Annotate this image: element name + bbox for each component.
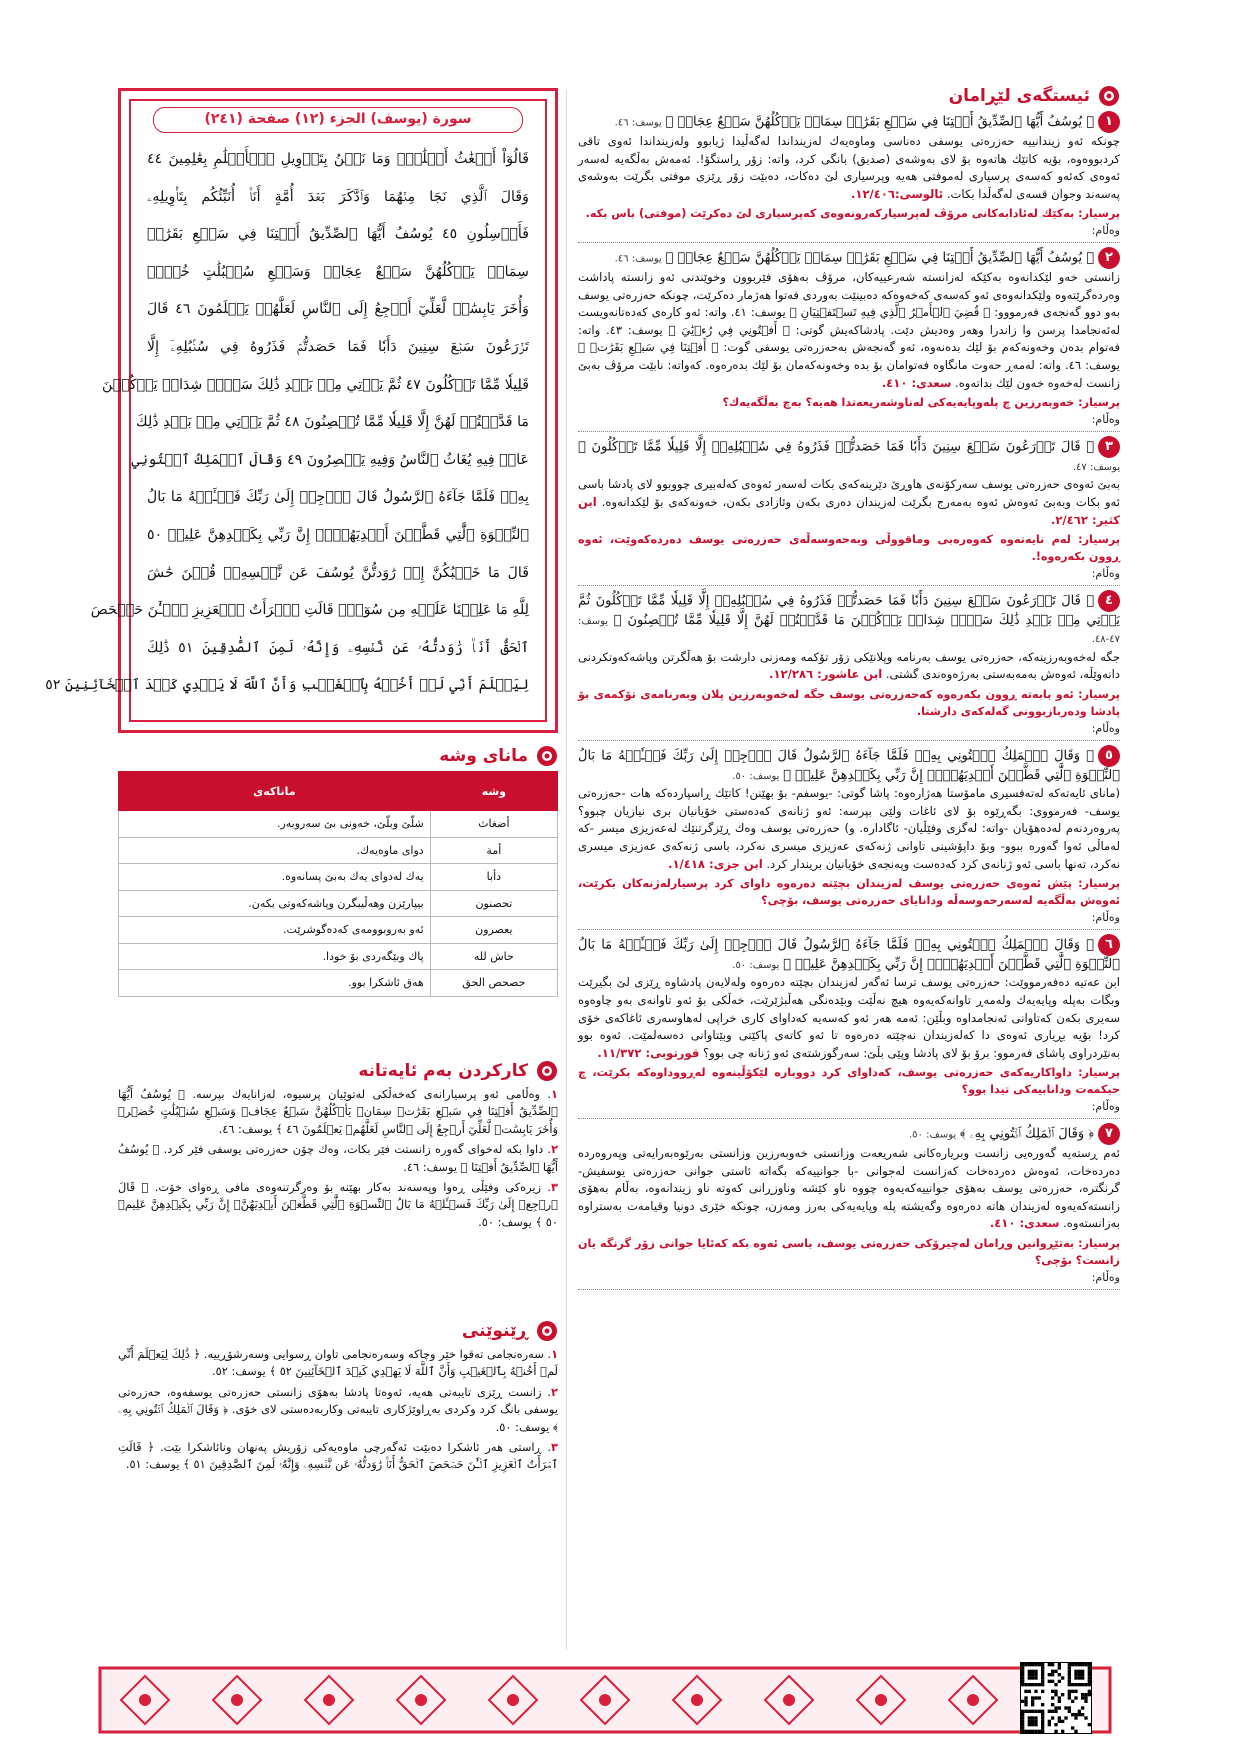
answer-line[interactable]: وەڵام: xyxy=(578,1098,1120,1119)
ayah-reference: یوسف: ٥٠. xyxy=(908,1129,957,1141)
list-item: ١. سەرەنجامی تەقوا خێر وچاکە وسەرەنجامی تاوان ڕسوایی وسەرشۆڕییە. ﴿ ذَٰلِكَ لِيَعۡلَمَ أَنِّي لَمۡ أَخُنۡهُ بِٱلۡغَيۡبِ وَأَنَّ ٱللَّهَ لَا يَهۡدِي كَيۡدَ ٱلۡخَآئِنِينَ ٥٢ ﴾ یوسف: ٥٢. xyxy=(118,1347,559,1379)
glossary-meaning: یەك لەدوای یەك بەبێ پسانەوە. xyxy=(119,864,431,891)
reflection-items xyxy=(578,111,1120,1290)
citation: ابن جزی: ١/٤١٨. xyxy=(668,856,763,871)
glossary-word: دأبا xyxy=(430,864,557,891)
guidance-section xyxy=(118,1320,558,1477)
item-number: ١ xyxy=(551,1087,558,1101)
citation: ئالوسی:١٢/٤٠٦. xyxy=(850,186,944,201)
answer-line[interactable]: وەڵام: xyxy=(578,909,1120,930)
item-number: ٣ xyxy=(551,1180,558,1195)
mushaf-line: قَلِيلٗا مِّمَّا تَأۡكُلُونَ ٤٧ ثُمَّ يَأۡتِي مِنۢ بَعۡدِ ذَٰلِكَ سَبۡعٞ شِدَادٞ يَأۡكُلۡنَ xyxy=(102,376,529,393)
reflection-item xyxy=(578,436,1120,586)
question-text: پرسیار: پێش ئەوەی حەزرەتی یوسف لەزیندان بچێتە دەرەوە داوای کرد پرسیارلەژنەکان بکرێت، ئەوەش بەڵگەیە لەسەرحەوسەڵە ودانایای حەزرەتی یوسف، بۆچی؟ xyxy=(578,877,1120,908)
item-text: ڕاستی هەر ئاشکرا دەبێت ئەگەرچی ماوەیەکی زۆریش پەنهان ونائاشکرا بێت. ﴿ قَالَتِ ٱمۡرَأَتُ ٱلۡعَزِيزِ ٱلۡـَٰٔنَ حَصۡحَصَ ٱلۡحَقُّ أَنَا۠ رَٰوَدتُّهُۥ عَن نَّفۡسِهِۦ وَإِنَّهُۥ لَمِنَ ٱلصَّٰدِقِينَ ٥١ ﴾ یوسف: ٥١. xyxy=(118,1440,558,1472)
glossary-word: أضغاث xyxy=(430,811,557,838)
answer-line[interactable]: وەڵام: xyxy=(578,222,1120,243)
mushaf-frame xyxy=(45,99,547,722)
section-header-reflection xyxy=(578,85,1120,107)
mushaf-line: عَامٞ فِيهِ يُغَاثُ ٱلنَّاسُ وَفِيهِ يَعۡصِرُونَ ٤٩ وَقَالَ ٱلۡمَلِكُ ٱئۡتُونِي xyxy=(131,451,529,468)
flower-icon xyxy=(536,745,558,767)
mushaf-line: ٱلنِّسۡوَةِ ٱلَّٰتِي قَطَّعۡنَ أَيۡدِيَهُنَّۚ إِنَّ رَبِّي بِكَيۡدِهِنَّ عَلِيمٞ ٥٠ xyxy=(147,526,529,543)
ayah-line xyxy=(578,745,1120,786)
citation: ابن عاشور: ١٢/٢٨٦. xyxy=(769,667,883,682)
question-text: پرسیار: ئەو بابەتە ڕوون بکەرەوە کەحەزرەتی یوسف جگە لەخەوبەرزین پلان وبەرنامەی تۆکمەی بۆ پادشا ودەربازبوونی گەلەکەی دارشتا. xyxy=(578,688,1120,719)
mushaf-line: قَالُوٓاْ أَضۡغَٰثُ أَحۡلَٰمٖۖ وَمَا نَحۡنُ بِتَأۡوِيلِ ٱلۡأَحۡلَٰمِ بِعَٰلِمِينَ ٤٤ xyxy=(147,151,529,167)
glossary-meaning: بیپارێزن وهەڵیبگرن وپاشەکەوتی بکەن. xyxy=(119,890,431,917)
col-header-word: وشە xyxy=(430,772,557,811)
item-number: ١ xyxy=(551,1347,559,1361)
section-title: ئیستگەی لێڕامان xyxy=(948,86,1090,106)
mushaf-line: لِيَعۡلَمَ أَنِّي لَمۡ أَخُنۡهُ بِٱلۡغَيۡبِ وَأَنَّ ٱللَّهَ لَا يَهۡدِي كَيۡدَ ٱلۡخَآئِنِينَ ٥٢ xyxy=(45,677,529,694)
mushaf-line: مَا قَدَّمۡتُمۡ لَهُنَّ إِلَّا قَلِيلٗا مِّمَّا تُحۡصِنُونَ ٤٨ ثُمَّ يَأۡتِي مِنۢ بَعۡدِ ذَٰلِكَ xyxy=(135,414,529,431)
table-row xyxy=(119,837,558,864)
reflection-item xyxy=(578,247,1120,432)
mushaf-line: لِلَّهِ مَا عَلِمۡنَا عَلَيۡهِ مِن سُوٓءٖۚ قَالَتِ ٱمۡرَأَتُ ٱلۡعَزِيزِ ٱلۡـَٰٔنَ حَصۡحَصَ xyxy=(90,602,529,619)
item-number-badge: ٥ xyxy=(1098,745,1120,767)
glossary-word: حاش لله xyxy=(430,943,557,970)
item-text: زانست ڕێزی تایبەتی هەیە، ئەوەتا پادشا بەهۆی زانستی حەزرەتی یوسفەوە، حەزرەتی یوسفی بانگ کرد وکردی بەڕاوێژکاری تایبەتی وکاربەدەستی لای خۆی. ﴿ وَقَالَ ٱلۡمَلِكُ ٱئۡتُونِي بِهِۦ ﴾ یوسف: ٥٠. xyxy=(118,1384,558,1434)
reflection-item xyxy=(578,1123,1120,1290)
mushaf-line: قَالَ مَا خَطۡبُكُنَّ إِذۡ رَٰوَدتُّنَّ يُوسُفَ عَن نَّفۡسِهِۦۚ قُلۡنَ حَٰشَ xyxy=(147,564,529,581)
item-number: ٢ xyxy=(551,1384,558,1399)
glossary-meaning: هەق ئاشکرا بوو. xyxy=(119,970,431,997)
exercise-items xyxy=(118,1086,558,1231)
mushaf-page xyxy=(45,88,558,733)
item-number-badge: ٤ xyxy=(1098,590,1120,612)
glossary-word: یعصرون xyxy=(430,917,557,944)
ayah-reference: یوسف: ٤٦. xyxy=(614,253,662,265)
glossary-meaning: پاك وبێگەردی بۆ خودا. xyxy=(119,943,431,970)
ayah-line xyxy=(578,111,1120,133)
glossary-meaning: ئەو بەروبوومەی کەدەگوشرێت. xyxy=(119,917,431,944)
citation: قورتوبی: ١١/٣٧٢. xyxy=(597,1045,700,1060)
commentary-body: بەبێ ئەوەی حەزرەتی یوسف سەرکۆنەی هاوڕێ دێرینەکەی بکات لەسەر ئەوەی کەلەبیری چووبوو لای پادشا باسی ئەو بکات وبەبێ ئەوەش ئەوە بەمەرج بگرێت لەزیندان دەری بکەن وئازادی بکەن، خەونەکەی بۆ لێکدانەوە. xyxy=(578,477,1121,509)
question-text: پرسیار: لەم نایەتەوە کەوەرەبی وماقووڵی وبەحەوسەڵەی حەزرەتی یوسف دەردەکەوێت، ئەوە ڕوون بکەرەوە!. xyxy=(578,533,1120,564)
citation: ابن کثیر: ٢/٤٦٢. xyxy=(578,494,1120,527)
mushaf-line: وَقَالَ ٱلَّذِي نَجَا مِنۡهُمَا وَٱدَّكَرَ بَعۡدَ أُمَّةٍ أَنَا۠ أُنَبِّئُكُم بِتَأۡوِيلِهِۦ xyxy=(147,188,529,205)
commentary-body: زانستی خەو لێکدانەوە بەکێکە لەزانستە شەرعییەکان، مرۆڤ بەهۆی فێربوون وخوێندنی ئەو زانستە پاداشت وەردەگرێتەوە ولێکدانەوەی ئەو کەسەی کەخەوەکە دەبینێت بەوردی فەتوا هەژمار دەکرێت، چونکە حەزرەتی یوسف بەو دوو گەنجەی فەرمووو: ﴿ قُضِيَ ٱلۡأَمۡرُ ٱلَّذِي فِيهِ تَسۡتَفۡتِيَانِ ﴾ یوسف: ٤١. واتە: ئەو کارەی کەدەتانەویست لەئەنجامدا پرسن وا زاندرا وهەر وەدیش دێت. پادشاکەیش گوتی: ﴿ أَفۡتُونِي فِي رُءۡيَٰيَ ﴾ یوسف: ٤٣. واتە: فەتوام بدەن وخەونەکەم بۆ لێك بدەنەوە، ئەو گەنجەش بەحەزرەتی یوسفی گوت: ﴿ أَفۡتِنَا فِي سَبۡعِ بَقَرَٰتٖ ﴾ یوسف: ٤٦. واتە: لەمەڕ حەوت مانگاوە فەتوامان بۆ بدە وخەونەکەمان بۆ لێك بدەرەوە. کەواتە: نابێت مرۆڤ بەبێ زانست لەخەوە خەون لێك بداتەوە. xyxy=(578,269,1120,390)
mushaf-header: سورة (يوسف) الجزء (١٢) صفحة (٢٤١) xyxy=(153,107,523,133)
ayah-text: ﴿ قَالَ تَزۡرَعُونَ سَبۡعَ سِنِينَ دَأَبٗا فَمَا حَصَدتُّمۡ فَذَرُوهُ فِي سُنۢبُلِهِۦٓ إِلَّا قَلِيلٗا مِّمَّا تَأۡكُلُونَ ثُمَّ يَأۡتِي مِنۢ بَعۡدِ ذَٰلِكَ سَبۡعٞ شِدَادٞ يَأۡكُلۡنَ مَا قَدَّمۡتُمۡ لَهُنَّ إِلَّا قَلِيلٗا مِّمَّا تُحۡصِنُونَ ﴾ xyxy=(578,593,1120,628)
reflection-item xyxy=(578,590,1120,741)
ayah-line xyxy=(578,1123,1120,1145)
commentary-text xyxy=(578,649,1120,684)
commentary-text xyxy=(578,785,1120,873)
flower-icon xyxy=(536,1320,558,1342)
commentary-body: ابن عەتیە دەفەرمووێت: حەزرەتی یوسف ترسا ئەگەر لەزیندان بچێتە دەرەوە ولەلایەن پادشاوە ڕێزی لێ بگیرێت وبگات بەپلە وپایەیەك ولەمەڕ تاوانەکەیەوە هیچ نەڵێت وبێدەنگی هەڵبژێرێت، خەڵکی بۆ ئەو تاوانەی بەو چاوەوە سەیری بکەن کەتاوانی ئەنجامداوە وبڵێن: ئەمە هەر ئەو کەسەیە کەداوای کاری خراپی لەهاوسەری ئاغاکەی خۆی کرد! بۆیە بڕیاری ئەوەی دا کەلەزیندان نەچێتە دەرەوە تا ئەو کاتەی پاکێتی وبێتاوانی دەسەلمێت. ئەوە بوو بەنێردراوی پاشای فەرموو: برۆ بۆ لای پادشا وپێی بڵێ: سەرگوزشتەی ئەو ژنانە چی بوو؟ xyxy=(578,975,1120,1060)
table-row xyxy=(119,917,558,944)
section-header-exercises xyxy=(118,1060,558,1082)
table-row xyxy=(119,890,558,917)
mushaf-line: فَأَرۡسِلُونِ ٤٥ يُوسُفُ أَيُّهَا ٱلصِّدِّيقُ أَفۡتِنَا فِي سَبۡعِ بَقَرَٰتٖ xyxy=(147,226,529,243)
reflection-column xyxy=(578,85,1120,1294)
ayah-text: ﴿ وَقَالَ ٱلۡمَلِكُ ٱئۡتُونِي بِهِۦ ﴾ xyxy=(959,1126,1094,1142)
question-text: پرسیار: بەکێك لەئادابەکانی مرۆڤ لەپرسیارکەرونەوەی کەپرسیاری لێ دەکرێت (موفتی) باس بکە. xyxy=(585,207,1120,221)
col-header-meaning: ماناکەی xyxy=(119,772,431,811)
answer-line[interactable]: وەڵام: xyxy=(578,411,1120,432)
ayah-line xyxy=(578,436,1120,477)
ayah-text: ﴿ قَالَ تَزۡرَعُونَ سَبۡعَ سِنِينَ دَأَبٗا فَمَا حَصَدتُّمۡ فَذَرُوهُ فِي سُنۢبُلِهِۦٓ إِلَّا قَلِيلٗا مِّمَّا تَأۡكُلُونَ ﴾ xyxy=(578,439,1094,455)
table-row xyxy=(119,970,558,997)
commentary-body: (مانای ئایەتەکە لەتەفسیری مامۆستا هەژارەوە: پاشا گوتی: -یوسفم- بۆ بهێنن! کاتێك ڕاسپاردەکە هات -حەزرەتی یوسف- فەرمووی: بگەڕێوە بۆ لای ئاغات ولێی بپرسە: ئەو ژنانەی کەدەستی خۆیانیان بری نیازیان چبوو؟ پەروەردنەم لەدەهۆیان -واتە: لەگزی وفێڵیان- ئاگادارە. و) حەزرەتی یوسف وەك ڕێزگرتنێك لەعەزیزی میسر -کە لەماڵی ئەوا گەورە ببوو- وبۆ داپۆشینی تاوانی ژنەکەی عەزیزی میسری نەکرد، باسی ژنەکەی عەزیزی میسری نەکرد، تەنها باسی ئەو ژنانەی کرد کەدەست وپەنجەی خۆیانیان بریندار کرد. xyxy=(578,786,1120,871)
ayah-line xyxy=(578,247,1120,269)
commentary-text xyxy=(578,974,1120,1062)
ayah-reference: یوسف: ٤٧. xyxy=(1072,461,1120,473)
item-text: داوا بکە لەخوای گەورە زانستت فێر بکات، وەك چۆن حەزرەتی یوسفی فێر کرد. ﴿ يُوسُفُ أَيُّهَا ٱلصِّدِّيقُ أَفۡتِنَا ﴾ یوسف: ٤٦. xyxy=(118,1142,558,1174)
ayah-line xyxy=(578,590,1120,649)
section-header-guidance xyxy=(118,1320,558,1342)
commentary-text xyxy=(578,1145,1120,1233)
guidance-items xyxy=(118,1346,558,1474)
ayah-line xyxy=(578,934,1120,975)
section-title: ڕێنوێنی xyxy=(461,1321,528,1341)
list-item: ٣. زیرەکی وفێڵی ڕەوا وپەسەند بەکار بهێنە بۆ وەرگرتنەوەی مافی ڕەوای خۆت. ﴿ قَالَ ٱرۡجِعۡ إِلَىٰ رَبِّكَ فَسۡـَٔلۡهُ مَا بَالُ ٱلنِّسۡوَةِ ٱلَّٰتِي قَطَّعۡنَ أَيۡدِيَهُنَّۚ إِنَّ رَبِّي بِكَيۡدِهِنَّ عَلِيمٞ ٥٠ ﴾ یوسف: ٥٠. xyxy=(118,1180,558,1229)
glossary-section xyxy=(118,745,558,997)
commentary-body: جگە لەخەوبەرزینەکە، حەزرەتی یوسف بەرنامە وپلانێکی زۆر تۆکمە ومەزنی دارشت بۆ هەڵگرتن وپاشەکەوتکردنی دانەوێڵە، ئەوەش بەمەبەستی بەرژەوەندی گشتی. xyxy=(578,649,1120,682)
list-item: ٣. ڕاستی هەر ئاشکرا دەبێت ئەگەرچی ماوەیەکی زۆریش پەنهان ونائاشکرا بێت. ﴿ قَالَتِ ٱمۡرَأَتُ ٱلۡعَزِيزِ ٱلۡـَٰٔنَ حَصۡحَصَ ٱلۡحَقُّ أَنَا۠ رَٰوَدتُّهُۥ عَن نَّفۡسِهِۦ وَإِنَّهُۥ لَمِنَ ٱلصَّٰدِقِينَ ٥١ ﴾ یوسف: ٥١. xyxy=(118,1440,558,1472)
answer-line[interactable]: وەڵام: xyxy=(578,720,1120,741)
section-title: مانای وشە xyxy=(439,746,528,766)
reflection-item xyxy=(578,111,1120,243)
table-row xyxy=(119,864,558,891)
item-number-badge: ١ xyxy=(1098,111,1120,133)
glossary-word: أمة xyxy=(430,837,557,864)
question-text: پرسیار: بەتێڕوانین وڕامان لەچیرۆکی حەزرەتی یوسف، باسی ئەوە بکە کەئایا جوانی زۆر گرنگە یان زانست؟ بۆچی؟ xyxy=(578,1236,1120,1267)
commentary-text xyxy=(578,133,1120,203)
mushaf-line: تَزۡرَعُونَ سَبۡعَ سِنِينَ دَأَبٗا فَمَا حَصَدتُّمۡ فَذَرُوهُ فِي سُنۢبُلِهِۦٓ إِلَّا xyxy=(147,338,529,355)
glossary-word: حصحص الحق xyxy=(430,970,557,997)
section-header-glossary xyxy=(118,745,558,767)
answer-line[interactable]: وەڵام: xyxy=(578,565,1120,586)
exercises-section xyxy=(118,1060,558,1234)
list-item: ١. وەڵامی ئەو پرسیارانەی کەخەڵکی لەتوێیان پرسیوە، لەزانایەك بپرسە. ﴿ يُوسُفُ أَيُّهَا ٱلصِّدِّيقُ أَفۡتِنَا فِي سَبۡعِ بَقَرَٰتٖ سِمَانٖ يَأۡكُلُهُنَّ سَبۡعٌ عِجَافٞ وَسَبۡعِ سُنۢبُلَٰتٍ خُضۡرٖ وَأُخَرَ يَابِسَٰتٖ لَّعَلِّيٓ أَرۡجِعُ إِلَى ٱلنَّاسِ لَعَلَّهُمۡ يَعۡلَمُونَ ٤٦ ﴾ یوسف: ٤٦. xyxy=(118,1087,558,1136)
ayah-reference: یوسف: ٥٠. xyxy=(732,770,780,782)
section-title: کارکردن بەم ئایەتانە xyxy=(358,1061,528,1081)
item-text: وەڵامی ئەو پرسیارانەی کەخەڵکی لەتوێیان پرسیوە، لەزانایەك بپرسە. ﴿ يُوسُفُ أَيُّهَا ٱلصِّدِّيقُ أَفۡتِنَا فِي سَبۡعِ بَقَرَٰتٖ سِمَانٖ يَأۡكُلُهُنَّ سَبۡعٌ عِجَافٞ وَسَبۡعِ سُنۢبُلَٰتٍ خُضۡرٖ وَأُخَرَ يَابِسَٰتٖ لَّعَلِّيٓ أَرۡجِعُ إِلَى ٱلنَّاسِ لَعَلَّهُمۡ يَعۡلَمُونَ ٤٦ ﴾ یوسف: ٤٦. xyxy=(118,1087,558,1136)
item-number-badge: ٦ xyxy=(1098,934,1120,956)
commentary-body: ئەم ڕستەیە گەورەیی زانست وبریارەکانی شەریعەت وزانستی خەوبەرزین وزانستی بەرێوەبەرایەتی وپەروەردە دەردەخات، ئەوەش دەردەخات کەزانست لەجوانی -با جوانییەکە بگەاتە ئاستی جوانی حەزرەتی یوسفیش- گرنگترە، حەزرەتی یوسف بەهۆی جوانییەکەیەوە چووە ناو کێشە وناوزڕانی کەوتە ناو زیندانەوە، بەڵام بەهۆی زانستەکەیەوە لەزیندان هاتە دەرەوە وگەیشتە پلە وپایەیەکی بەرز ومەزن، چونکە خێری دونیا وقیامەت بەستراوە بەزانستەوە. xyxy=(578,1145,1120,1231)
ayah-reference: یوسف: ٤٧-٤٨. xyxy=(578,615,1120,646)
item-number-badge: ٢ xyxy=(1098,247,1120,269)
question-text: پرسیار: داواکاریەکەی حەزرەتی یوسف، کەداوای کرد دووبارە لێکۆڵینەوە لەڕووداوەکە بکرێت، چ حیکمەت ودانابیەکی تیدا بوو؟ xyxy=(578,1066,1120,1097)
item-text: زیرەکی وفێڵی ڕەوا وپەسەند بەکار بهێنە بۆ وەرگرتنەوەی مافی ڕەوای خۆت. ﴿ قَالَ ٱرۡجِعۡ إِلَىٰ رَبِّكَ فَسۡـَٔلۡهُ مَا بَالُ ٱلنِّسۡوَةِ ٱلَّٰتِي قَطَّعۡنَ أَيۡدِيَهُنَّۚ إِنَّ رَبِّي بِكَيۡدِهِنَّ عَلِيمٞ ٥٠ ﴾ یوسف: ٥٠. xyxy=(118,1180,558,1229)
reflection-item xyxy=(578,934,1120,1119)
qr-code-icon[interactable] xyxy=(1020,1662,1092,1734)
citation: سعدی: ٤١٠. xyxy=(881,375,952,390)
mushaf-lines xyxy=(45,141,530,708)
ayah-reference: یوسف: ٥٠. xyxy=(732,959,780,971)
ayah-text: ﴿ يُوسُفُ أَيُّهَا ٱلصِّدِّيقُ أَفۡتِنَا فِي سَبۡعِ بَقَرَٰتٖ سِمَانٖ يَأۡكُلُهُنَّ سَبۡعٌ عِجَافٞ ﴾ xyxy=(665,250,1094,266)
ayah-reference: یوسف: ٤٦. xyxy=(614,117,662,129)
glossary-word: تحصنون xyxy=(430,890,557,917)
item-number-badge: ٣ xyxy=(1098,436,1120,458)
item-number: ٢ xyxy=(551,1142,559,1157)
table-row xyxy=(119,811,558,838)
list-item: ٢. زانست ڕێزی تایبەتی هەیە، ئەوەتا پادشا بەهۆی زانستی حەزرەتی یوسفەوە، حەزرەتی یوسفی بانگ کرد وکردی بەڕاوێژکاری تایبەتی وکاربەدەستی لای خۆی. ﴿ وَقَالَ ٱلۡمَلِكُ ٱئۡتُونِي بِهِۦ ﴾ یوسف: ٥٠. xyxy=(118,1384,558,1434)
table-row xyxy=(119,943,558,970)
mushaf-line: ٱلۡحَقُّ أَنَا۠ رَٰوَدتُّهُۥ عَن نَّفۡسِهِۦ وَإِنَّهُۥ لَمِنَ ٱلصَّٰدِقِينَ ٥١ ذَٰلِكَ xyxy=(147,639,530,656)
column-separator xyxy=(566,90,567,1650)
commentary-body: چونکە ئەو زیندانییە حەزرەتی یوسفی دەناسی وماوەیەك لەزینداندا لەگەڵیدا ژیابوو ولەزینداندا ئەوی تاقی کردبووەوە، بۆیە کاتێك هاتەوە بۆ لای بەوشەی (صدیق) بانگی کرد، واتە: زۆر ڕاستگۆ!. ئەمەش بەڵگەیە لەسەر ئەوەی کەئەو کەسەی پرسیاری لەموفتی هەیە وپرسیاری لێ دەکات، دەبێت زۆر ڕێزی موفتی بگرێت بەوشەی پەسەند وجوان قسەی لەگەڵدا بکات. xyxy=(578,134,1120,201)
mushaf-line: وَأُخَرَ يَابِسَٰتٖ لَّعَلِّيٓ أَرۡجِعُ إِلَى ٱلنَّاسِ لَعَلَّهُمۡ يَعۡلَمُونَ ٤٦ قَالَ xyxy=(147,301,529,318)
question-text: پرسیار: خەوبەرزین چ پلەوپایەیەکی لەناوشەریعەتدا هەیە؟ بەچ بەڵگەیەك؟ xyxy=(722,396,1120,410)
mushaf-line: سِمَانٖ يَأۡكُلُهُنَّ سَبۡعٌ عِجَافٞ وَسَبۡعِ سُنۢبُلَٰتٍ خُضۡرٖ xyxy=(147,263,529,280)
ayah-text: ﴿ وَقَالَ ٱلۡمَلِكُ ٱئۡتُونِي بِهِۦۖ فَلَمَّا جَآءَهُ ٱلرَّسُولُ قَالَ ٱرۡجِعۡ إِلَىٰ رَبِّكَ فَسۡـَٔلۡهُ مَا بَالُ ٱلنِّسۡوَةِ ٱلَّٰتِي قَطَّعۡنَ أَيۡدِيَهُنَّۚ إِنَّ رَبِّي بِكَيۡدِهِنَّ عَلِيمٞ ﴾ xyxy=(578,748,1120,783)
commentary-text xyxy=(578,476,1120,529)
list-item: ٢. داوا بکە لەخوای گەورە زانستت فێر بکات، وەك چۆن حەزرەتی یوسفی فێر کرد. ﴿ يُوسُفُ أَيُّهَا ٱلصِّدِّيقُ أَفۡتِنَا ﴾ یوسف: ٤٦. xyxy=(118,1142,559,1174)
item-text: سەرەنجامی تەقوا خێر وچاکە وسەرەنجامی تاوان ڕسوایی وسەرشۆڕییە. ﴿ ذَٰلِكَ لِيَعۡلَمَ أَنِّي لَمۡ أَخُنۡهُ بِٱلۡغَيۡبِ وَأَنَّ ٱللَّهَ لَا يَهۡدِي كَيۡدَ ٱلۡخَآئِنِينَ ٥٢ ﴾ یوسف: ٥٢. xyxy=(118,1347,558,1379)
glossary-table xyxy=(118,771,558,997)
citation: سعدی: ٤١٠. xyxy=(989,1216,1060,1231)
glossary-meaning: شلّێ وبلّێ، خەونی بێ سەروبەر. xyxy=(119,811,431,838)
glossary-meaning: دوای ماوەیەك. xyxy=(119,837,431,864)
item-number: ٣ xyxy=(551,1440,558,1455)
answer-line[interactable]: وەڵام: xyxy=(578,1269,1120,1290)
ayah-text: ﴿ وَقَالَ ٱلۡمَلِكُ ٱئۡتُونِي بِهِۦۖ فَلَمَّا جَآءَهُ ٱلرَّسُولُ قَالَ ٱرۡجِعۡ إِلَىٰ رَبِّكَ فَسۡـَٔلۡهُ مَا بَالُ ٱلنِّسۡوَةِ ٱلَّٰتِي قَطَّعۡنَ أَيۡدِيَهُنَّۚ إِنَّ رَبِّي بِكَيۡدِهِنَّ عَلِيمٞ ﴾ xyxy=(578,937,1120,972)
footer-ornament xyxy=(100,1668,1110,1732)
reflection-item xyxy=(578,745,1120,930)
flower-icon xyxy=(536,1060,558,1082)
flower-icon xyxy=(1098,85,1120,107)
commentary-text xyxy=(578,269,1120,392)
ayah-text: ﴿ يُوسُفُ أَيُّهَا ٱلصِّدِّيقُ أَفۡتِنَا فِي سَبۡعِ بَقَرَٰتٖ سِمَانٖ يَأۡكُلُهُنَّ سَبۡعٌ عِجَافٞ ﴾ xyxy=(665,114,1094,130)
item-number-badge: ٧ xyxy=(1098,1123,1120,1145)
mushaf-line: بِهِۦۖ فَلَمَّا جَآءَهُ ٱلرَّسُولُ قَالَ ٱرۡجِعۡ إِلَىٰ رَبِّكَ فَسۡـَٔلۡهُ مَا بَالُ xyxy=(147,489,529,506)
